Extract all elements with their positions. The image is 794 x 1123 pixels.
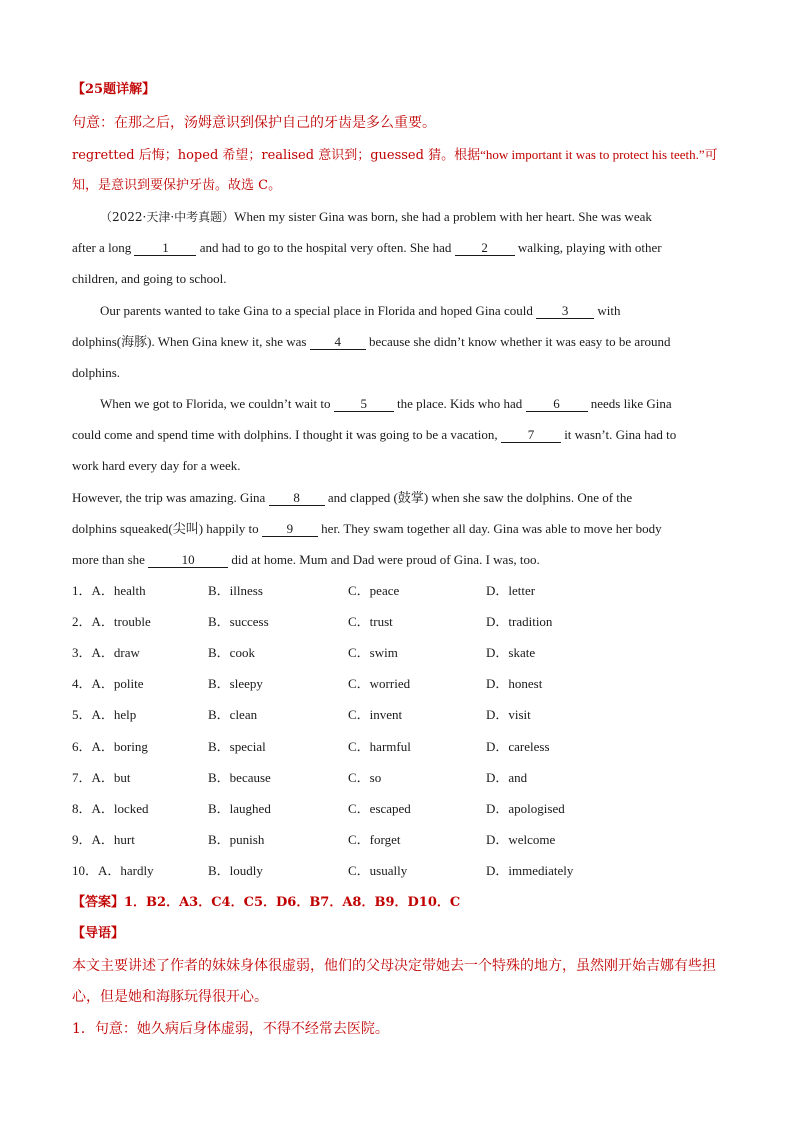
option-c: C．trust — [348, 614, 393, 630]
option-a: 8．A．locked — [72, 800, 149, 816]
passage-p1-line1 — [100, 207, 652, 227]
passage-p3-line3: work hard every day for a week. — [72, 458, 241, 473]
option-c: C．escaped — [348, 800, 411, 816]
option-d: D．immediately — [486, 862, 574, 878]
guide-line1: 本文主要讲述了作者的妹妹身体很虚弱，他们的父母决定带她去一个特殊的地方，虽然刚开始吉娜有些担 — [72, 958, 716, 974]
option-c: C．swim — [348, 645, 398, 661]
passage-p3-line1 — [100, 394, 672, 414]
option-b: B．illness — [208, 583, 263, 598]
option-a: 5．A．help — [72, 707, 137, 723]
passage-p4-line2 — [72, 519, 662, 539]
passage-text: the place. Kids who had — [396, 396, 523, 411]
passage-text: dolphins(海豚). When Gina knew it, she was — [72, 334, 307, 349]
option-c: C．so — [348, 769, 382, 785]
blank-5: 5 — [334, 396, 394, 412]
option-c: C．usually — [348, 862, 408, 878]
option-c: C．forget — [348, 831, 401, 847]
passage-p2-line3: dolphins. — [72, 365, 121, 380]
blank-3: 3 — [536, 303, 594, 319]
blank-7: 7 — [501, 427, 561, 443]
passage-text: did at home. Mum and Dad were proud of Gina. I was, too. — [231, 552, 540, 567]
q1-sentence: 1．句意：她久病后身体虚弱，不得不经常去医院。 — [72, 1021, 389, 1037]
passage-p1-line3: children, and going to school. — [72, 271, 227, 286]
passage-text: more than she — [72, 552, 145, 567]
answer-text: 【答案】1．B2．A3．C4．C5．D6．B7．A8．B9．D10．C — [72, 895, 461, 910]
guide-heading: 【导语】 — [72, 926, 125, 941]
option-c: C．invent — [348, 707, 403, 723]
passage-p3-line2 — [72, 425, 676, 445]
passage-text: Our parents wanted to take Gina to a special place in Florida and hoped Gina could — [100, 303, 533, 318]
q25-sentence: 句意：在那之后，汤姆意识到保护自己的牙齿是多么重要。 — [72, 115, 436, 131]
q25-analysis-suffix: 可 — [704, 148, 718, 163]
option-d: D．visit — [486, 707, 531, 723]
passage-p2-line2 — [72, 332, 671, 352]
option-a: 9．A．hurt — [72, 831, 135, 847]
passage-text: needs like Gina — [590, 396, 672, 411]
option-a: 3．A．draw — [72, 645, 140, 661]
blank-4: 4 — [310, 334, 366, 350]
passage-p4-line3 — [72, 550, 540, 570]
option-d: D．honest — [486, 676, 543, 692]
q25-analysis-line1 — [72, 145, 718, 166]
q25-analysis-line2: 知，是意识到要保护牙齿。故选 C。 — [72, 178, 282, 193]
passage-text: it wasn’t. Gina had to — [564, 427, 677, 442]
passage-p4-line1 — [72, 488, 632, 508]
passage-text: could come and spend time with dolphins. I thought it was going to be a vacation, — [72, 427, 498, 442]
option-b: B．sleepy — [208, 676, 263, 692]
option-d: D．apologised — [486, 800, 565, 816]
option-c: C．harmful — [348, 738, 411, 754]
option-d: D．skate — [486, 645, 536, 661]
option-d: D．careless — [486, 738, 550, 754]
option-d: D．welcome — [486, 831, 556, 847]
option-b: B．punish — [208, 831, 265, 847]
option-b: B．loudly — [208, 862, 263, 878]
blank-10: 10 — [148, 552, 228, 568]
passage-text: walking, playing with other — [517, 240, 662, 255]
guide-line2: 心，但是她和海豚玩得很开心。 — [72, 989, 268, 1005]
blank-6: 6 — [526, 396, 588, 412]
blank-2: 2 — [455, 240, 515, 256]
blank-1: 1 — [134, 240, 196, 256]
passage-text: with — [597, 303, 621, 318]
option-b: B．laughed — [208, 800, 271, 816]
option-b: B．clean — [208, 707, 258, 723]
option-b: B．because — [208, 769, 271, 785]
q25-analysis-prefix: regretted 后悔；hoped 希望；realised 意识到；guessed 猜。根据 — [72, 148, 481, 163]
passage-text: However, the trip was amazing. Gina — [72, 490, 266, 505]
option-d: D．tradition — [486, 614, 553, 630]
option-a: 6．A．boring — [72, 738, 148, 754]
option-d: D．and — [486, 769, 528, 785]
option-b: B．success — [208, 614, 269, 630]
passage-text: after a long — [72, 240, 132, 255]
option-b: B．cook — [208, 645, 255, 661]
passage-text: because she didn’t know whether it was easy to be around — [368, 334, 671, 349]
option-d: D．letter — [486, 583, 536, 598]
option-a: 10．A．hardly — [72, 862, 154, 878]
blank-9: 9 — [262, 521, 318, 537]
option-a: 1．A．health — [72, 583, 146, 598]
passage-text: When we got to Florida, we couldn’t wait to — [100, 396, 331, 411]
passage-source: （2022·天津·中考真题） — [100, 210, 235, 224]
passage-text: dolphins squeaked(尖叫) happily to — [72, 521, 259, 536]
blank-8: 8 — [269, 490, 325, 506]
option-c: C．peace — [348, 583, 400, 598]
option-b: B．special — [208, 738, 266, 754]
passage-text: When my sister Gina was born, she had a problem with her heart. She was weak — [234, 209, 652, 224]
passage-text: her. They swam together all day. Gina was able to move her body — [321, 521, 662, 536]
option-a: 4．A．polite — [72, 676, 144, 692]
q25-analysis-quote: “how important it was to protect his teeth.” — [480, 147, 705, 162]
option-c: C．worried — [348, 676, 411, 692]
passage-p1-line2 — [72, 238, 662, 258]
section-heading: 【25题详解】 — [72, 82, 156, 97]
passage-text: and clapped (鼓掌) when she saw the dolphins. One of the — [327, 490, 633, 505]
option-a: 2．A．trouble — [72, 614, 151, 630]
option-a: 7．A．but — [72, 769, 131, 785]
passage-text: and had to go to the hospital very often. She had — [199, 240, 452, 255]
passage-p2-line1 — [100, 301, 620, 321]
answer-key — [72, 893, 460, 913]
